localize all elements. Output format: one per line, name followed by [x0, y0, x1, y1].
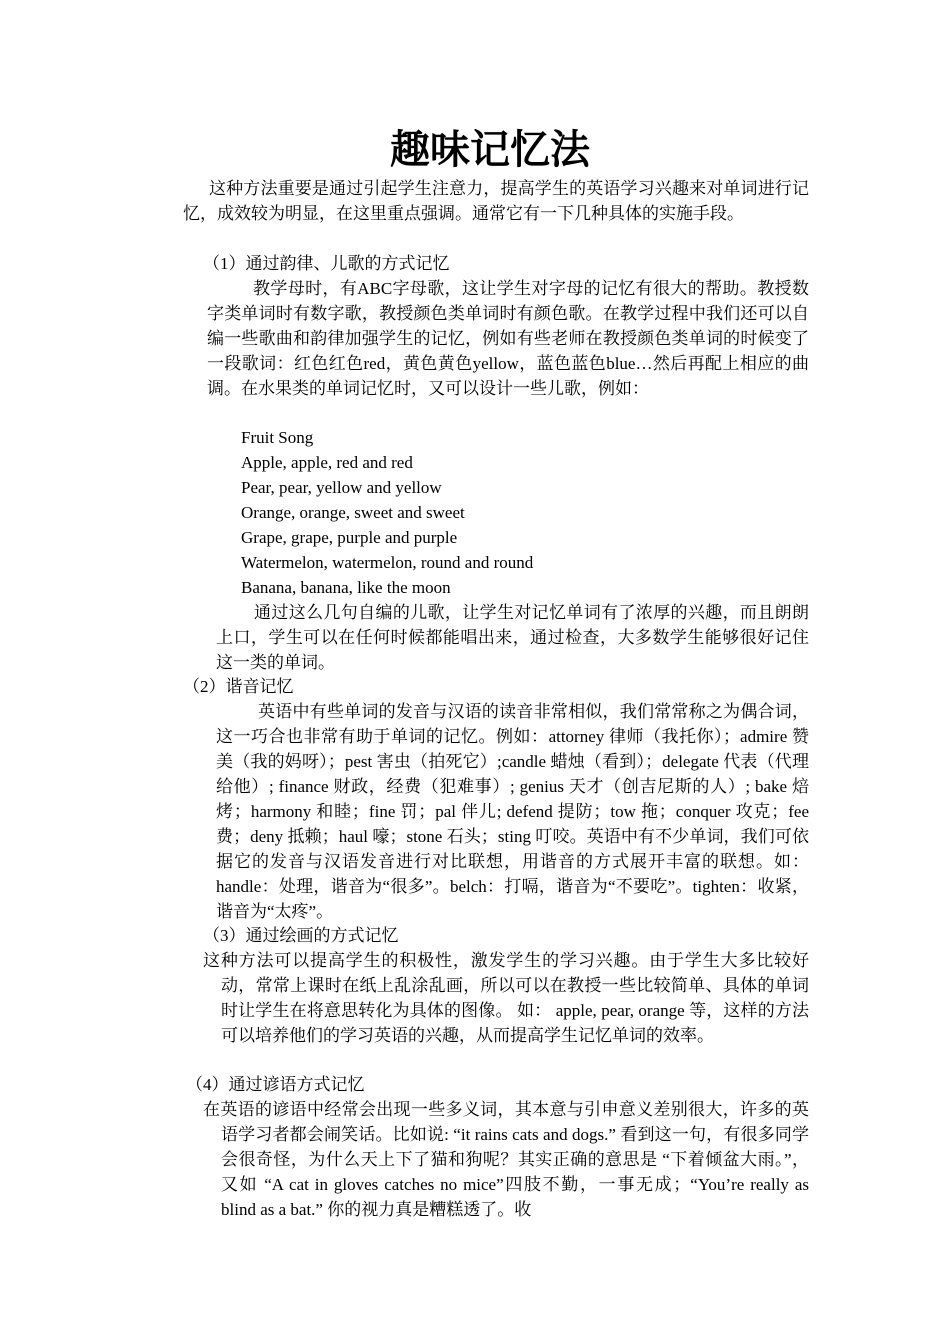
page-title: 趣味记忆法	[390, 126, 590, 173]
section-2-body: 英语中有些单词的发音与汉语的读音非常相似，我们常常称之为偶合词，这一巧合也非常有助于单词的记忆。例如：attorney 律师（我托你）；admire 赞美（我的妈呀）；pest 害虫（拍死它）;candle 蜡烛（看到）；delegate 代表（代理给他）; finance 财政，经费（犯难事）; genius 天才（创吉尼斯的人）; bake 焙烤；harmony 和睦；fine 罚；pal 伴儿; defend 提防；tow 拖；conquer 攻克；fee 费；deny 抵赖；haul 嚎；stone 石头；sting 叮咬。英语中有不少单词，我们可依据它的发音与汉语发音进行对比联想，用谐音的方式展开丰富的联想。如：handle：处理，谐音为“很多”。belch：打嗝，谐音为“不要吃”。tighten：收紧，谐音为“太疼”。	[216, 702, 809, 921]
song-line: Fruit Song	[241, 428, 314, 447]
song-line: Pear, pear, yellow and yellow	[241, 478, 442, 497]
section-2-heading: （2）谐音记忆	[183, 677, 294, 696]
song-line: Grape, grape, purple and purple	[241, 528, 458, 547]
section-1-heading: （1）通过韵律、儿歌的方式记忆	[203, 254, 450, 273]
section-4-heading: （4）通过谚语方式记忆	[186, 1075, 365, 1094]
song-line: Watermelon, watermelon, round and round	[241, 553, 534, 572]
section-1-body: 教学母时，有ABC字母歌，这让学生对字母的记忆有很大的帮助。教授数字类单词时有数字歌，教授颜色类单词时有颜色歌。在教学过程中我们还可以自编一些歌曲和韵律加强学生的记忆，例如有些老师在教授颜色类单词的时候变了一段歌词：红色红色red，黄色黄色yellow，蓝色蓝色blue…然后再配上相应的曲调。在水果类的单词记忆时，又可以设计一些儿歌，例如：	[207, 279, 809, 398]
song-line: Orange, orange, sweet and sweet	[241, 503, 465, 522]
section-4-body: 在英语的谚语中经常会出现一些多义词，其本意与引申意义差别很大，许多的英语学习者都会闹笑话。比如说: “it rains cats and dogs.” 看到这一句，有很多同学会很奇怪，为什么天上下了猫和狗呢？其实正确的意思是 “下着倾盆大雨。”，又如 “A cat in gloves catches no mice”四肢不勤，一事无成；“You’re really as blind as a bat.” 你的视力真是糟糕透了。收	[203, 1100, 809, 1219]
section-3-body: 这种方法可以提高学生的积极性，激发学生的学习兴趣。由于学生大多比较好动，常常上课时在纸上乱涂乱画，所以可以在教授一些比较简单、具体的单词时让学生在将意思转化为具体的图像。 如： apple, pear, orange 等，这样的方法可以培养他们的学习英语的兴趣，从而提高学生记忆单词的效率。	[203, 951, 809, 1045]
intro-paragraph: 这种方法重要是通过引起学生注意力，提高学生的英语学习兴趣来对单词进行记忆，成效较为明显，在这里重点强调。通常它有一下几种具体的实施手段。	[183, 179, 809, 223]
section-1-after-paragraph: 通过这么几句自编的儿歌，让学生对记忆单词有了浓厚的兴趣，而且朗朗上口，学生可以在任何时候都能唱出来，通过检查，大多数学生能够很好记住这一类的单词。	[216, 603, 809, 672]
section-3-heading: （3）通过绘画的方式记忆	[203, 926, 399, 945]
song-line: Banana, banana, like the moon	[241, 578, 451, 597]
song-line: Apple, apple, red and red	[241, 453, 413, 472]
